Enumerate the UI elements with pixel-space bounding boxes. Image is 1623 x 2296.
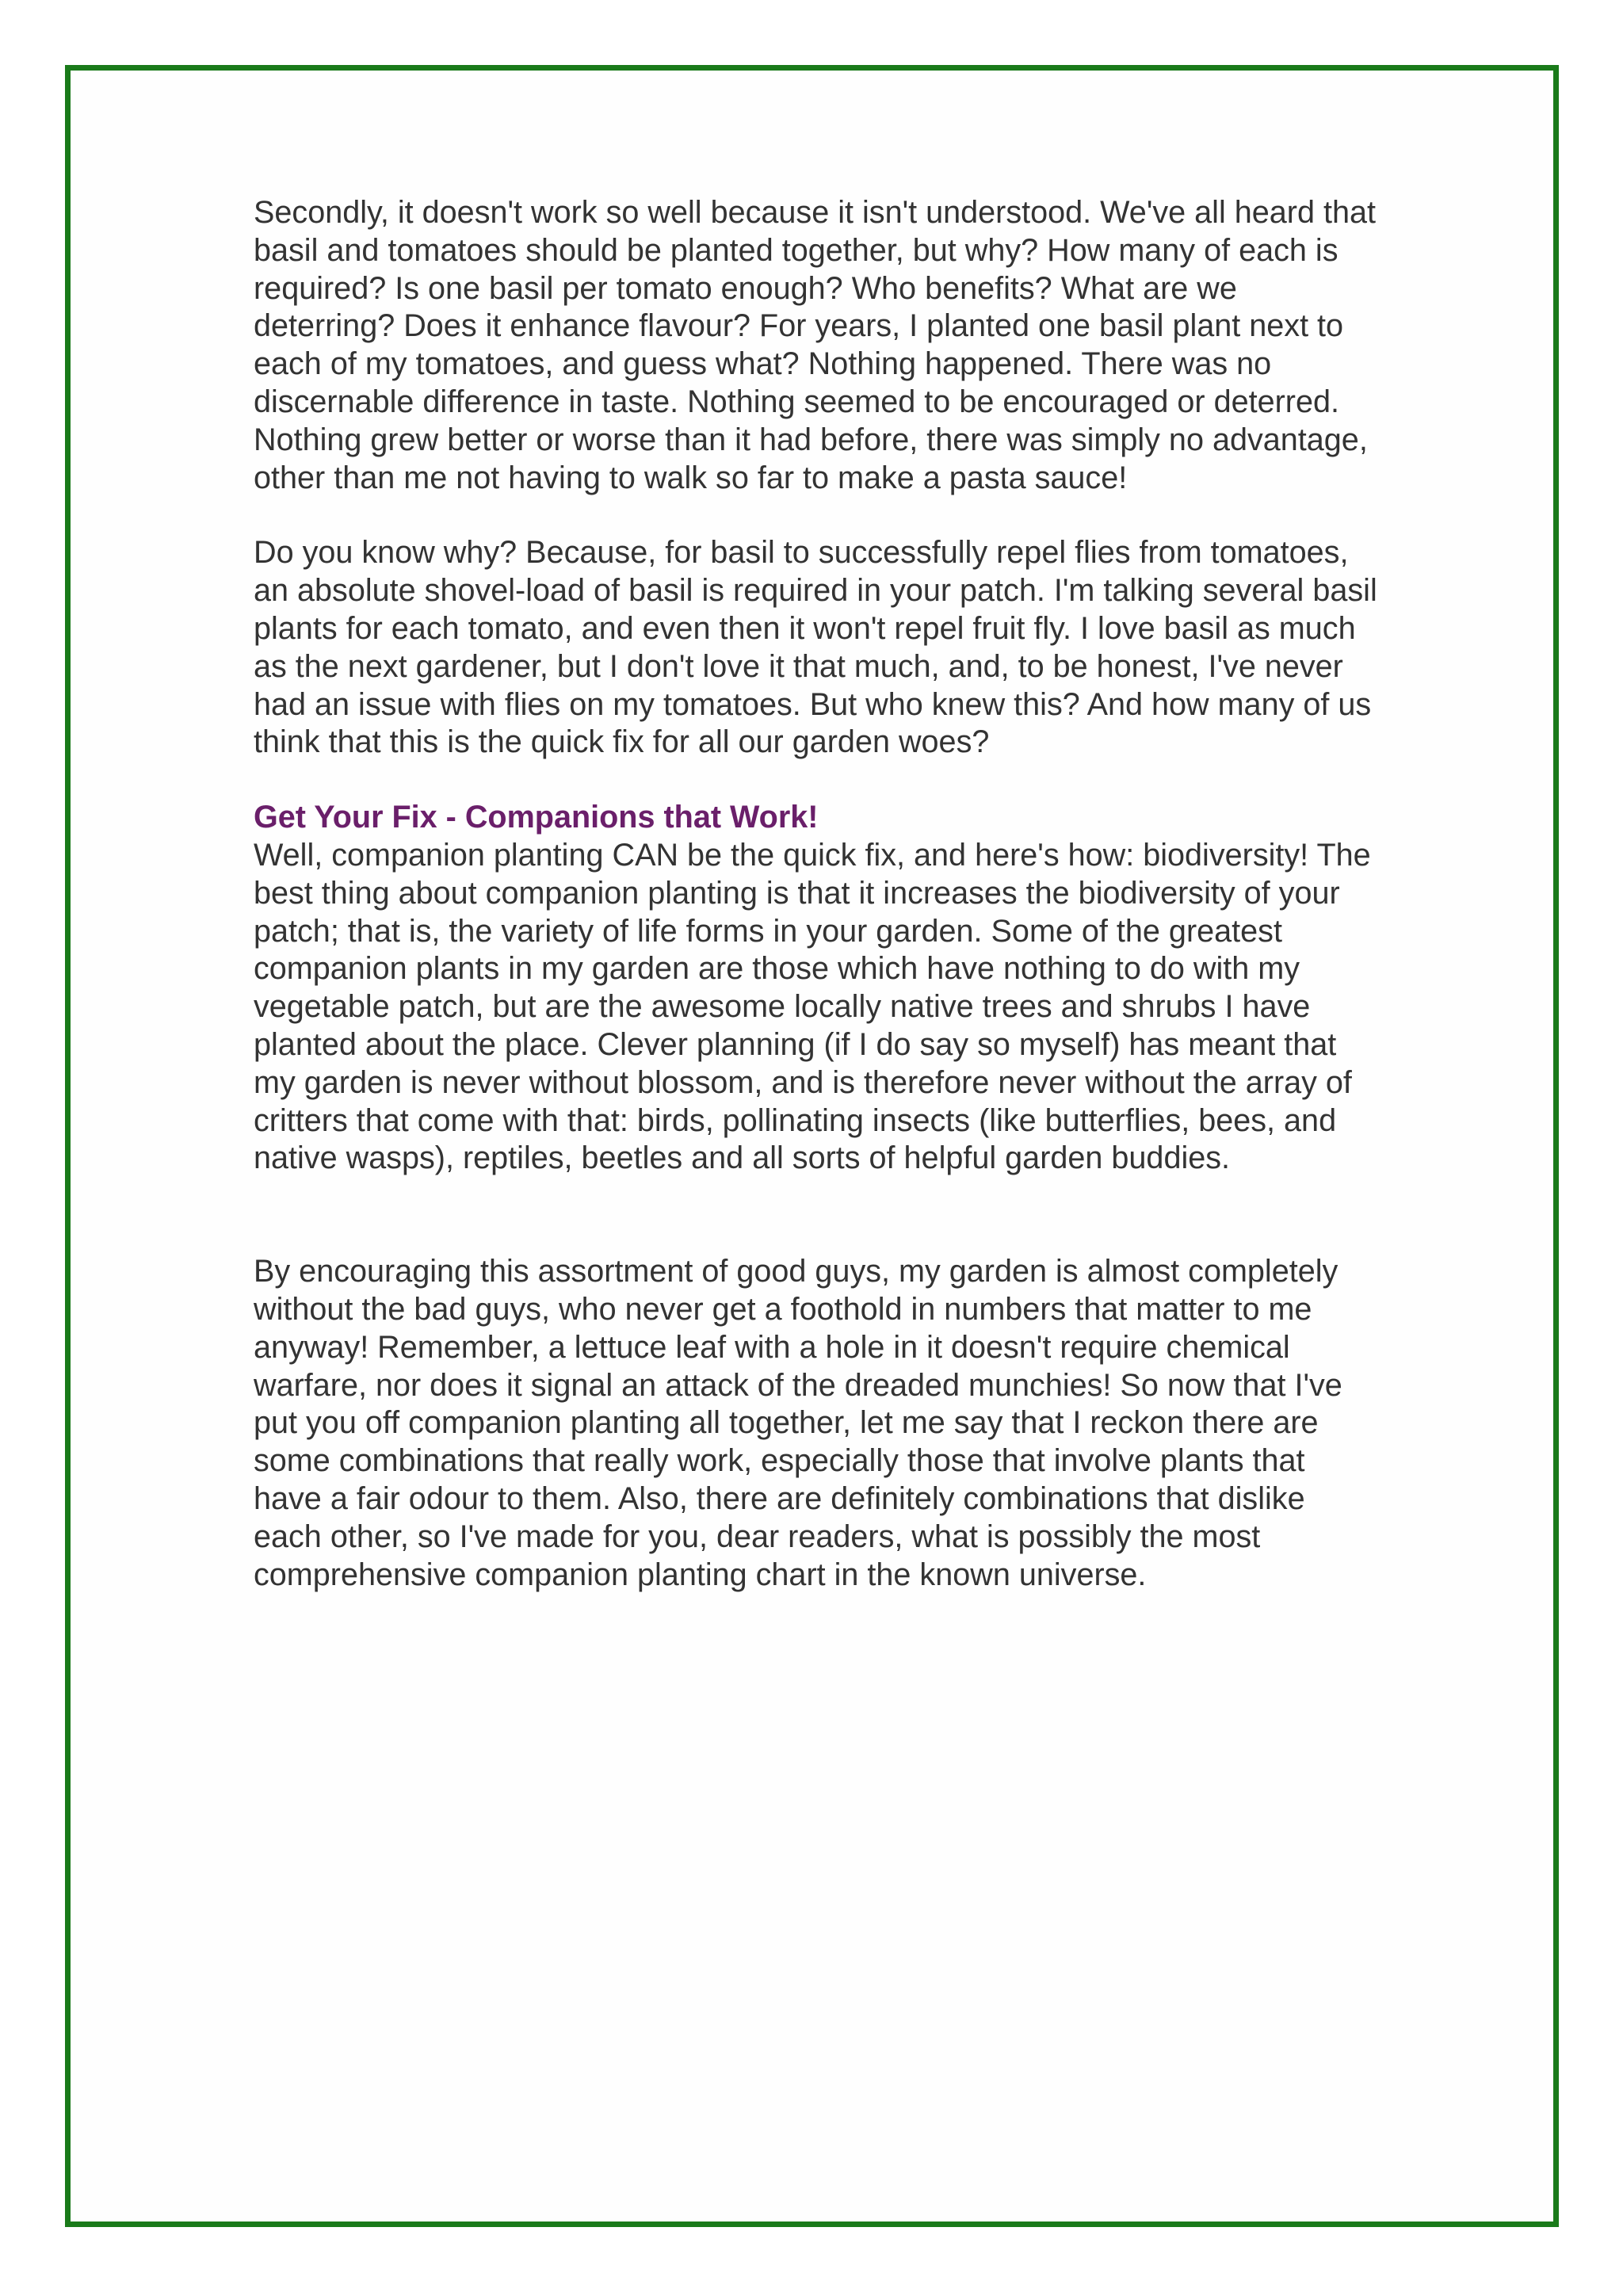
section-heading: Get Your Fix - Companions that Work! (254, 800, 819, 835)
paragraph-basil-flies: Do you know why? Because, for basil to successfully repel flies from tomatoes, an absolute shovel-load of basil is required in your patch. I'm talking several basil plants for each tomato, and even then it won't repel fruit fly. I love basil as much as the next gardener, but I don't love it that much, and, to be honest, I've never had an issue with flies on my tomatoes. But who knew this? And how many of us think that this is the quick fix for all our garden woes? (254, 535, 1377, 760)
paragraph-good-guys: By encouraging this assortment of good guys, my garden is almost completely without the bad guys, who never get a foothold in numbers that matter to me anyway! Remember, a lettuce leaf with a hole in it doesn't require chemical warfare, nor does it signal an attack of the dreaded munchies! So now that I've put you off companion planting all together, let me say that I reckon there are some combinations that really work, especially those that involve plants that have a fair odour to them. Also, there are definitely combinations that dislike each other, so I've made for you, dear readers, what is possibly the most comprehensive companion planting chart in the known universe. (254, 1254, 1342, 1592)
paragraph-basil-tomatoes: Secondly, it doesn't work so well because it isn't understood. We've all heard that basil and tomatoes should be planted together, but why? How many of each is required? Is one basil per tomato enough? Who benefits? What are we deterring? Does it enhance flavour? For years, I planted one basil plant next to each of my tomatoes, and guess what? Nothing happened. There was no discernable difference in taste. Nothing seemed to be encouraged or deterred. Nothing grew better or worse than it had before, there was simply no advantage, other than me not having to walk so far to make a pasta sauce! (254, 195, 1376, 495)
article-body (254, 194, 1379, 1594)
paragraph-biodiversity: Well, companion planting CAN be the quick fix, and here's how: biodiversity! The best thing about companion planting is that it increases the biodiversity of your patch; that is, the variety of life forms in your garden. Some of the greatest companion plants in my garden are those which have nothing to do with my vegetable patch, but are the awesome locally native trees and shrubs I have planted about the place. Clever planning (if I do say so myself) has meant that my garden is never without blossom, and is therefore never without the array of critters that come with that: birds, pollinating insects (like butterflies, bees, and native wasps), reptiles, beetles and all sorts of helpful garden buddies. (254, 837, 1371, 1176)
